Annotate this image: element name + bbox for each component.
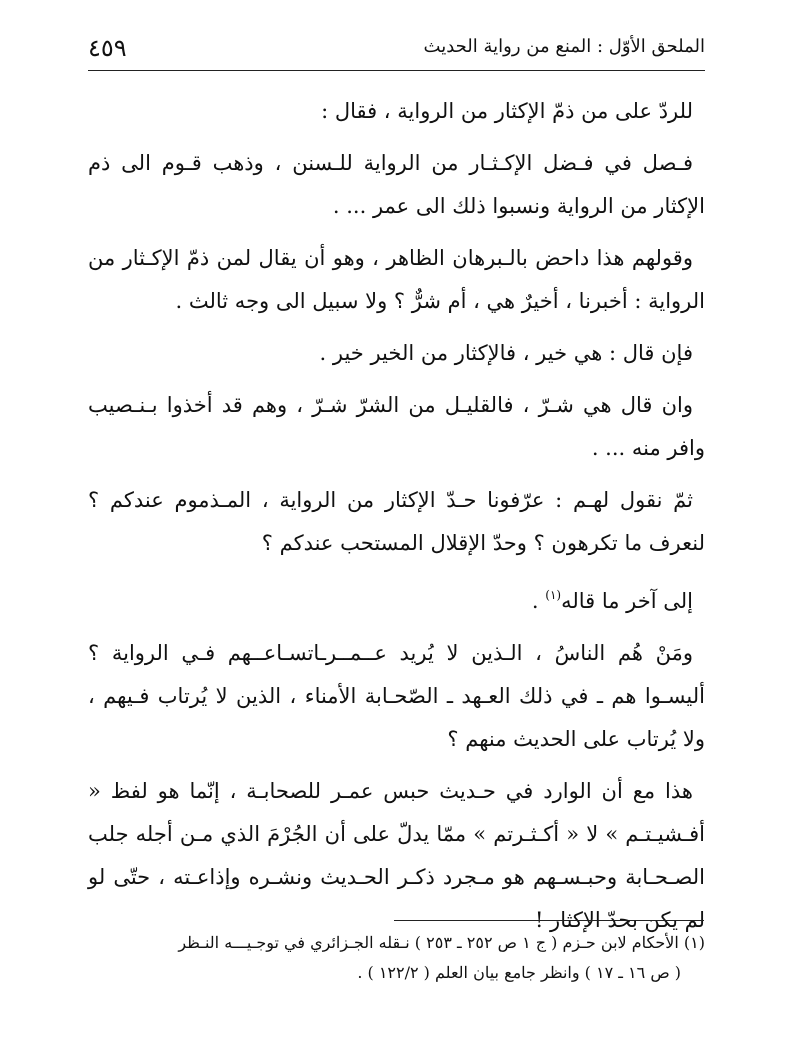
footnote-line: ( ص ١٦ ـ ١٧ ) وانظر جامع بيان العلم ( ١٢٢/٢ ) . [357, 963, 681, 982]
running-head: الملحق الأوّل : المنع من رواية الحديث [423, 36, 705, 57]
footnote-line: (١) الأحكام لابن حـزم ( ج ١ ص ٢٥٢ ـ ٢٥٣ ) نـقله الجـزائري في توجـيـــه النـظر [178, 933, 705, 952]
paragraph-with-note [88, 574, 705, 623]
paragraph: هذا مع أن الوارد في حـديث حبس عمـر للصحابـة ، إنّما هو لفظ « أفـشيـتـم » لا « أكـثـرتم » ممّا يدلّ على أن الجُرْمَ الذي مـن أجله جلب الصـحـابة وحبـسـهم هو مـجرد ذكـر الحـديث ونشـره وإذاعـته ، حتّى لو لم يكن بحدّ الإكثار ! [88, 779, 705, 932]
page-header [88, 30, 705, 71]
paragraph: فإن قال : هي خير ، فالإكثار من الخير خير . [319, 341, 693, 365]
paragraph: فـصل في فـضل الإكـثـار من الرواية للـسنن ، وذهب قـوم الى ذم الإكثار من الرواية ونسبوا ذلك الى عمر ... . [88, 151, 705, 218]
footnotes [88, 928, 705, 988]
footnote-divider [394, 920, 704, 921]
paragraph: للردّ على من ذمّ الإكثار من الرواية ، فقال : [321, 99, 693, 123]
page-number: ٤٥٩ [88, 34, 127, 62]
footnote-marker: (١) [545, 588, 562, 602]
paragraph: ومَنْ هُم الناسُ ، الـذين لا يُريد عــمــرـاتسـاعــهم فـي الرواية ؟ أليسـوا هم ـ في ذلك العـهد ـ الصّحـابة الأمناء ، الذين لا يُرتاب فـيهم ، ولا يُرتاب على الحديث منهم ؟ [88, 641, 705, 751]
paragraph-text: إلى آخر ما قاله [561, 589, 693, 613]
body-text [88, 90, 705, 951]
paragraph: وقولهم هذا داحض بالـبرهان الظاهر ، وهو أن يقال لمن ذمّ الإكـثار من الرواية : أخبرنا ، أخيرٌ هي ، أم شرٌّ ؟ ولا سبيل الى وجه ثالث . [88, 246, 705, 313]
paragraph-end: . [531, 589, 546, 613]
paragraph: وان قال هي شـرّ ، فالقليـل من الشرّ شـرّ ، وهم قد أخذوا بـنـصيب وافر منه ... . [88, 393, 705, 460]
paragraph: ثمّ نقول لهـم : عرّفونا حـدّ الإكثار من الرواية ، المـذموم عندكم ؟ لنعرف ما تكرهون ؟ وحدّ الإقلال المستحب عندكم ؟ [88, 488, 705, 555]
